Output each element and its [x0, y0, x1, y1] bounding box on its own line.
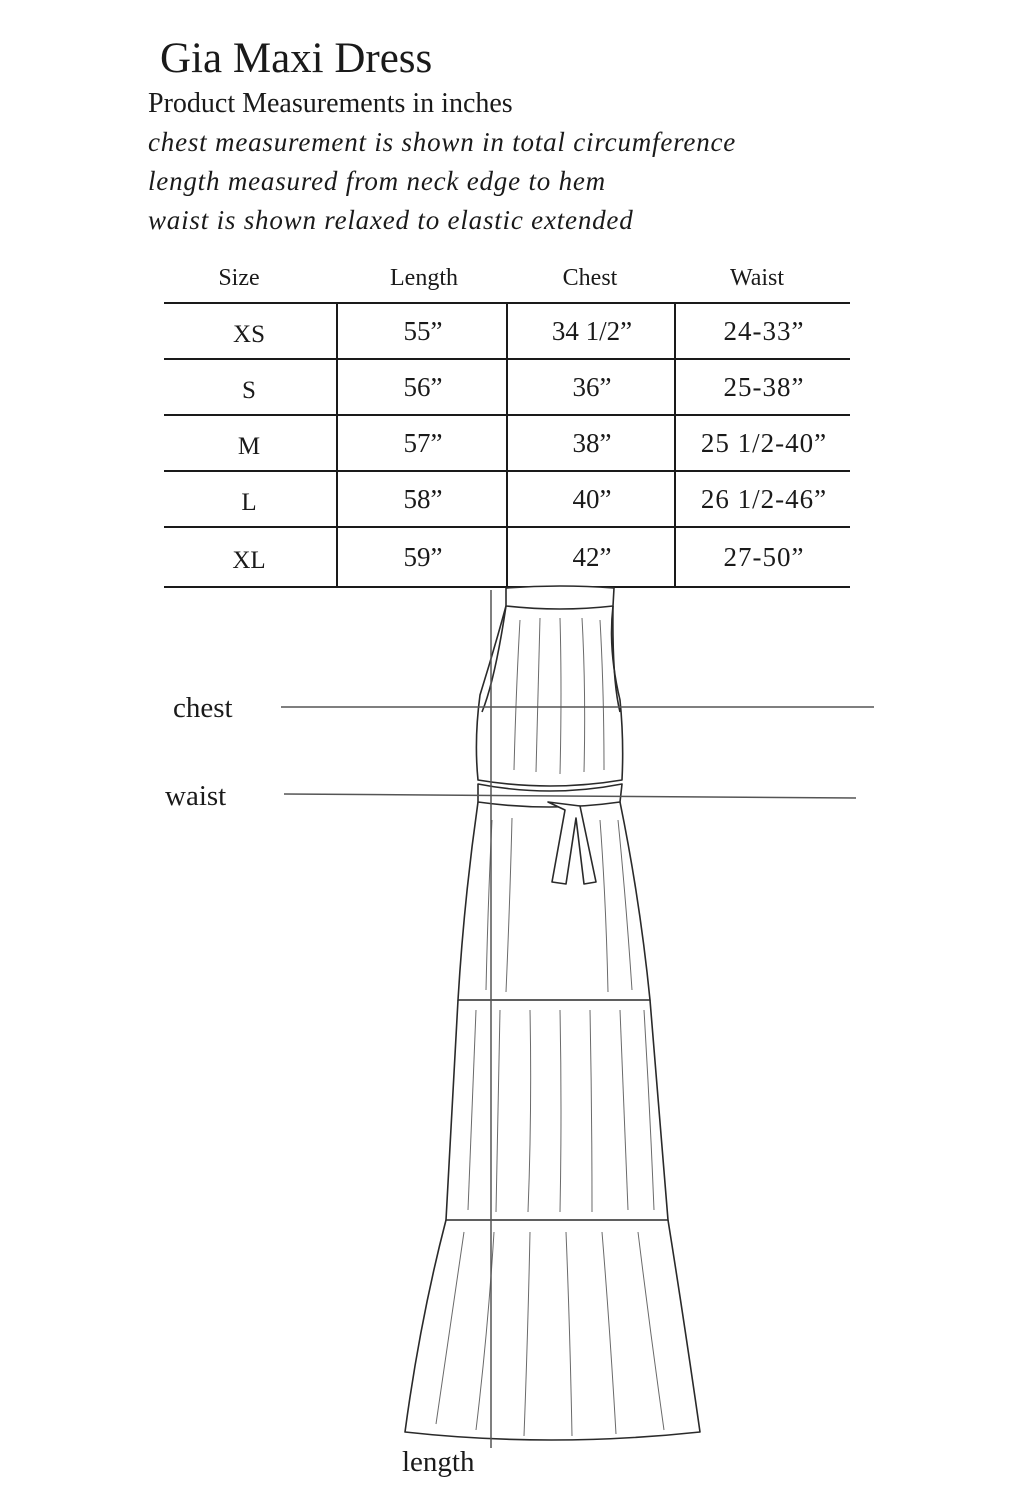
size-cell: L	[241, 489, 257, 516]
length-note: length measured from neck edge to hem	[148, 166, 606, 196]
waist-label: waist	[165, 780, 227, 812]
length-cell: 57”	[336, 416, 508, 470]
length-label: length	[402, 1446, 475, 1478]
chest-cell: 36”	[506, 360, 676, 414]
length-cell: 55”	[336, 304, 508, 358]
belt-tie	[548, 802, 596, 884]
chest-cell: 42”	[506, 528, 676, 586]
product-title: Gia Maxi Dress	[160, 35, 433, 82]
skirt-tier-2	[446, 1000, 668, 1220]
size-cell: S	[242, 377, 256, 404]
header-length: Length	[390, 265, 458, 291]
size-cell: XS	[233, 321, 265, 348]
size-cell: XL	[232, 547, 266, 574]
measurements-subtitle: Product Measurements in inches	[148, 88, 513, 119]
waist-cell: 25-38”	[674, 360, 852, 414]
gather-lines	[436, 618, 664, 1436]
header-chest: Chest	[562, 265, 618, 291]
waist-cell: 25 1/2-40”	[674, 416, 852, 470]
waist-cell: 26 1/2-46”	[674, 472, 852, 526]
length-cell: 58”	[336, 472, 508, 526]
chest-cell: 38”	[506, 416, 676, 470]
length-cell: 59”	[336, 528, 508, 586]
header-waist: Waist	[729, 265, 785, 291]
chest-note: chest measurement is shown in total circumference	[148, 127, 737, 157]
chest-label: chest	[173, 692, 233, 724]
length-cell: 56”	[336, 360, 508, 414]
size-cell: M	[237, 433, 261, 460]
waist-cell: 27-50”	[674, 528, 852, 586]
waist-cell: 24-33”	[674, 304, 852, 358]
chest-cell: 40”	[506, 472, 676, 526]
collar-outline	[506, 586, 614, 609]
header-size: Size	[218, 265, 260, 291]
chest-cell: 34 1/2”	[506, 304, 676, 358]
waist-note: waist is shown relaxed to elastic extended	[148, 205, 634, 235]
